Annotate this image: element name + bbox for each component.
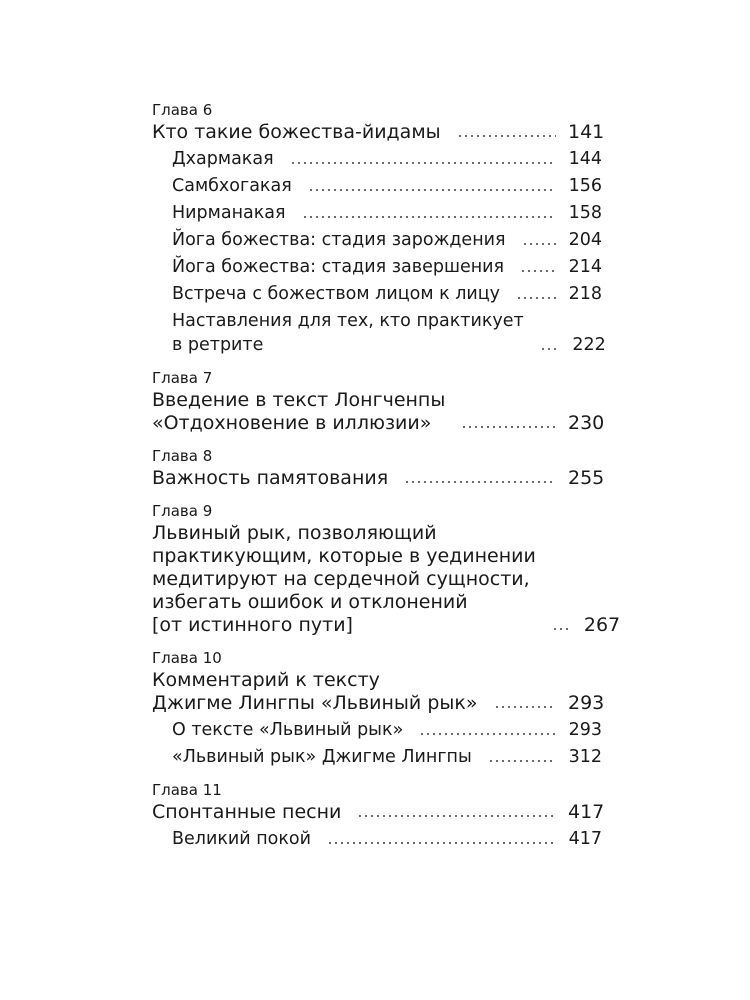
dot-leader	[457, 135, 556, 137]
chapter-block	[152, 501, 621, 637]
entry-title-line: Йога божества: стадия зарождения	[172, 230, 506, 250]
page-number: 214	[568, 257, 602, 277]
toc-entry-section[interactable]	[152, 745, 602, 769]
entry-title-line: Львиный рык, позволяющий	[152, 522, 437, 544]
page-number: 255	[568, 467, 605, 489]
dot-leader	[308, 189, 556, 191]
page-number: 156	[568, 176, 602, 196]
table-of-contents	[152, 100, 621, 862]
entry-title-line: О тексте «Львиный рык»	[172, 720, 404, 740]
page-number: 230	[568, 412, 605, 434]
dot-leader	[552, 628, 572, 630]
page-number: 158	[568, 203, 602, 223]
toc-entry-section[interactable]	[152, 718, 602, 742]
dot-leader	[302, 216, 556, 218]
entry-title-line: Джигме Лингпы «Львиный рык»	[152, 692, 478, 714]
entry-title-line: Введение в текст Лонгченпы	[152, 389, 446, 411]
entry-title-line: Самбхогакая	[172, 176, 292, 196]
dot-leader	[404, 481, 556, 483]
entry-title-line: Кто такие божества-йидамы	[152, 121, 441, 143]
toc-entry-section[interactable]	[152, 309, 606, 357]
dot-leader	[494, 706, 557, 708]
toc-entry-chapter-title[interactable]	[152, 801, 605, 824]
entry-title	[172, 174, 292, 198]
dot-leader	[327, 842, 556, 844]
chapter-block	[152, 648, 605, 769]
toc-entry-chapter-title[interactable]	[152, 389, 605, 435]
dot-leader	[516, 297, 556, 299]
entry-title	[172, 718, 403, 742]
chapter-label: Глава 8	[152, 447, 213, 465]
entry-title	[152, 389, 445, 435]
toc-entry-section[interactable]	[152, 201, 602, 225]
page-number: 312	[568, 747, 602, 767]
chapter-label: Глава 10	[152, 649, 222, 667]
entry-title-line: избегать ошибок и отклонений	[152, 591, 468, 613]
toc-entry-chapter-title[interactable]	[152, 522, 621, 637]
entry-title	[152, 669, 478, 715]
page-number: 417	[568, 801, 605, 823]
dot-leader	[522, 243, 556, 245]
entry-title-line: медитируют на сердечной сущности,	[152, 568, 530, 590]
page-number: 222	[572, 335, 606, 355]
entry-title-line: Наставления для тех, кто практикует	[172, 311, 524, 331]
page-number: 293	[568, 720, 602, 740]
page-number: 267	[583, 614, 621, 636]
page-number: 218	[568, 284, 602, 304]
dot-leader	[520, 270, 556, 272]
dot-leader	[488, 760, 556, 762]
entry-title-line: Спонтанные песни	[152, 801, 342, 823]
entry-title-line: «Львиный рык» Джигме Лингпы	[172, 747, 472, 767]
dot-leader	[419, 733, 556, 735]
chapter-label: Глава 7	[152, 369, 213, 387]
toc-entry-section[interactable]	[152, 228, 602, 252]
entry-title-line: [от истинного пути]	[152, 614, 353, 636]
entry-title	[172, 255, 504, 279]
toc-entry-chapter-title[interactable]	[152, 669, 605, 715]
entry-title	[152, 467, 388, 490]
chapter-label: Глава 11	[152, 781, 222, 799]
entry-title	[172, 309, 524, 357]
chapter-block	[152, 446, 605, 490]
dot-leader	[540, 348, 560, 350]
page-number: 144	[568, 149, 602, 169]
entry-title	[172, 228, 506, 252]
dot-leader	[290, 162, 556, 164]
dot-leader	[357, 815, 556, 817]
chapter-label: Глава 9	[152, 502, 213, 520]
chapter-block	[152, 780, 605, 851]
page-number: 204	[568, 230, 602, 250]
entry-title-line: практикующим, которые в уединении	[152, 545, 536, 567]
page-number: 417	[568, 829, 602, 849]
toc-entry-chapter-title[interactable]	[152, 121, 605, 144]
entry-title	[172, 147, 274, 171]
entry-title-line: Нирманакая	[172, 203, 286, 223]
toc-entry-chapter-title[interactable]	[152, 467, 605, 490]
toc-entry-section[interactable]	[152, 255, 602, 279]
toc-entry-section[interactable]	[152, 147, 602, 171]
entry-title-line: Дхармакая	[172, 149, 274, 169]
chapter-label: Глава 6	[152, 101, 213, 119]
entry-title-line: Важность памятования	[152, 467, 389, 489]
entry-title	[172, 827, 311, 851]
entry-title	[172, 201, 286, 225]
page-number: 141	[568, 121, 605, 143]
entry-title	[172, 282, 500, 306]
toc-entry-section[interactable]	[152, 827, 602, 851]
entry-title	[152, 121, 441, 144]
entry-title-line: Встреча с божеством лицом к лицу	[172, 284, 501, 304]
toc-entry-section[interactable]	[152, 282, 602, 306]
entry-title	[152, 801, 341, 824]
entry-title-line: Комментарий к тексту	[152, 669, 380, 691]
entry-title-line: в ретрите	[172, 335, 264, 355]
chapter-block	[152, 100, 606, 357]
entry-title	[172, 745, 472, 769]
entry-title-line: Великий покой	[172, 829, 312, 849]
toc-entry-section[interactable]	[152, 174, 602, 198]
entry-title-line: «Отдохновение в иллюзии»	[152, 412, 432, 434]
dot-leader	[461, 426, 556, 428]
chapter-block	[152, 368, 605, 435]
page-number: 293	[568, 692, 605, 714]
entry-title	[152, 522, 536, 637]
entry-title-line: Йога божества: стадия завершения	[172, 257, 505, 277]
